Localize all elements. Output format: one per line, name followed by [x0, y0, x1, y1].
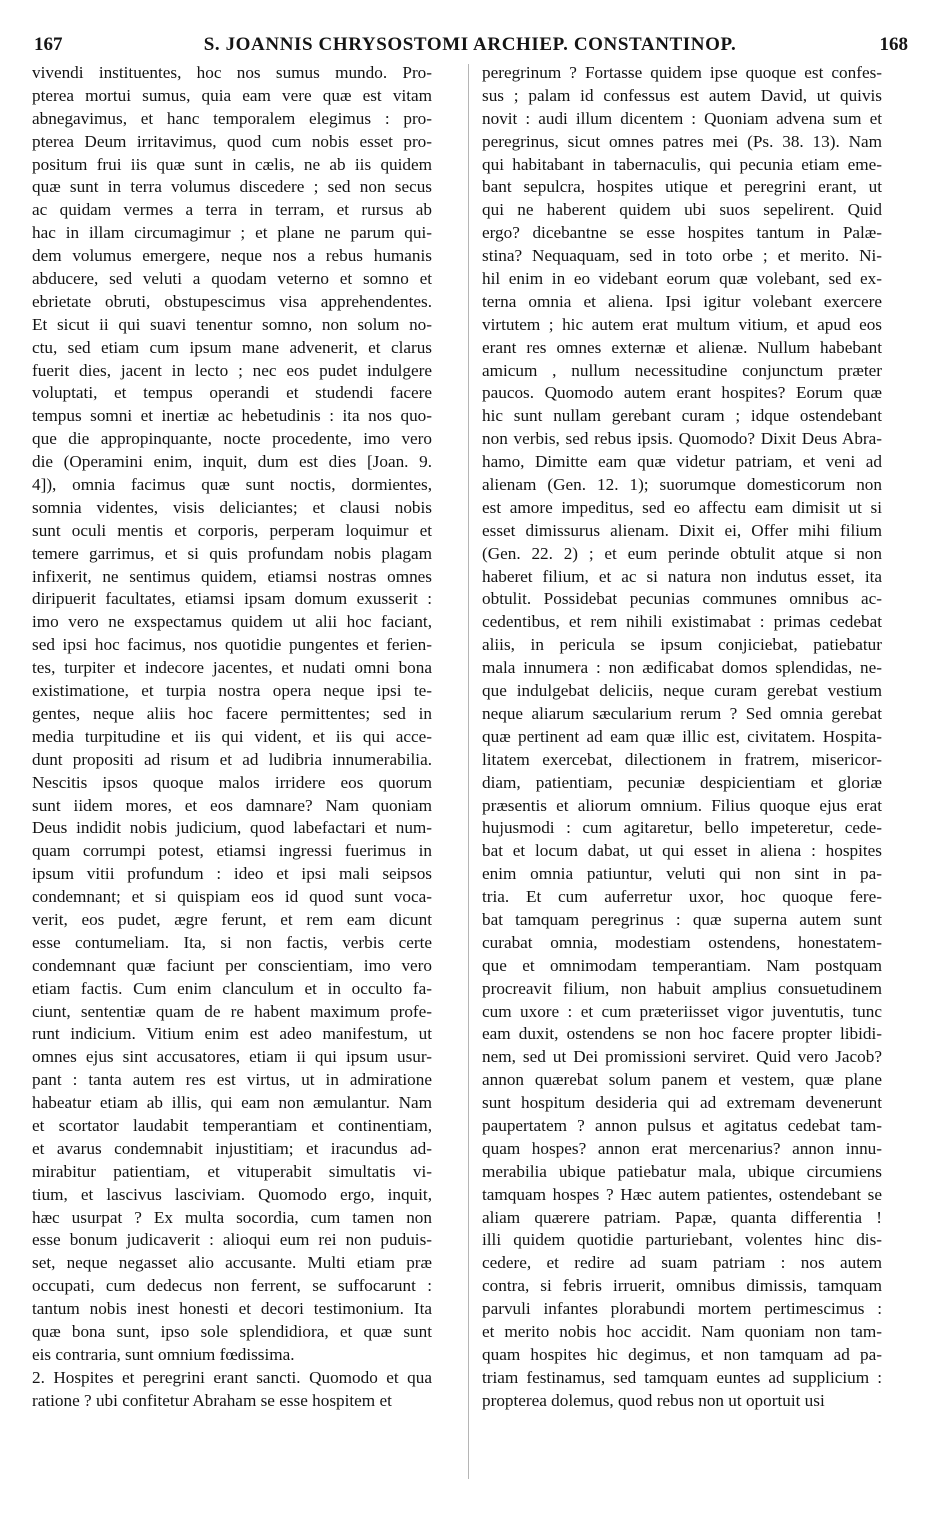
text-line: etiam factis. Cum enim clanculum et in occulto fa-: [32, 978, 432, 998]
text-line: Deus indidit nobis judicium, quod labefactari et num-: [32, 818, 432, 838]
text-line: ac quidam vermes a terra in terram, et rursus ab: [32, 200, 432, 220]
text-line: condemnant quæ faciunt per conscientiam, imo vero: [32, 955, 432, 975]
text-line: somnia videntes, visis deliciantes; et clausi nobis: [32, 497, 432, 517]
text-line: est amore impeditus, sed eo affectu eam dimisit ut si: [482, 497, 882, 517]
text-line: imo vero ne exspectamus quidem ut alii hoc faciant,: [32, 612, 432, 632]
text-line: set, neque negasset alio accusante. Multi etiam præ: [32, 1253, 432, 1273]
text-line: runt indicium. Vitium enim est adeo manifestum, ut: [32, 1024, 432, 1044]
text-line: annon quærebat solum panem et vestem, quæ plane: [482, 1070, 882, 1090]
text-line: esse contumeliam. Ita, si non factis, verbis certe: [32, 932, 432, 952]
text-line: peregrinus, sicut omnes patres mei (Ps. 38. 13). Nam: [482, 131, 882, 151]
text-line: quæ pertinent ad eam quæ illic est, civitatem. Hospita-: [482, 726, 882, 746]
text-line: quam corrumpi potest, etiamsi ingressi fuerimus in: [32, 841, 432, 861]
text-line: hamo, Dimitte eam quæ videtur patriam, et veni ad: [482, 452, 882, 472]
text-line: condemnant; et si quispiam eos id quod sunt voca-: [32, 887, 432, 907]
text-line: voluptati, et tempus operandi et studendi facere: [32, 383, 432, 403]
text-line: vivendi instituentes, hoc nos sumus mundo. Pro-: [32, 63, 432, 82]
text-line: procreavit filium, non habuit amplius consuetudinem: [482, 978, 882, 998]
text-line: mirabitur patientiam, et vituperabit simultatis vi-: [32, 1161, 432, 1181]
text-line: sunt hospitum desideria qui ad extremam devenerunt: [482, 1093, 882, 1113]
text-line: alienam (Gen. 12. 1); suorumque domesticorum non: [482, 475, 882, 495]
text-line: Et sicut ii qui suavi tenentur somno, non solum no-: [32, 314, 432, 334]
text-line: esset dimissurus alienam. Dixit ei, Offer mihi filium: [482, 520, 882, 540]
text-line: illi quidem quotidie parturiebant, volentes hinc dis-: [482, 1230, 882, 1250]
text-line: qui ne haberent quidem ubi suos sepelirent. Quid: [482, 200, 882, 220]
text-line: 4]), omnia facimus quæ sunt noctis, dormientes,: [32, 475, 432, 495]
text-line: sunt oculi mentis et corporis, perperam loquimur et: [32, 520, 432, 540]
text-line: fuerit dies, jacent in lecto ; nec eos pudet indulgere: [32, 360, 432, 380]
text-line: ergo? dicebantne se esse hospites tantum in Palæ-: [482, 223, 882, 243]
text-line: cum uxore : et cum præteriisset vigor juventutis, tunc: [482, 1001, 882, 1021]
text-line: pant : tanta autem res est virtus, ut in admiratione: [32, 1070, 432, 1090]
text-line: quam hospites hic degimus, et non tamquam ad pa-: [482, 1344, 882, 1364]
text-line: dem volumus emergere, neque nos a rebus humanis: [32, 246, 432, 266]
text-line: media turpitudine et iis qui vident, et iis qui acce-: [32, 726, 432, 746]
text-line: eis contraria, sunt omnium fœdissima.: [32, 1344, 295, 1364]
text-line: esse bonum judicaverit : alioqui eum rei non puduis-: [32, 1230, 432, 1250]
text-line: contra, si febris irruerit, omnibus dimissis, tamquam: [482, 1276, 882, 1296]
page-number-right: 168: [879, 34, 908, 55]
text-line: (Gen. 22. 2) ; et eum perinde obtulit atque si non: [482, 543, 882, 563]
running-title: S. JOANNIS CHRYSOSTOMI ARCHIEP. CONSTANTINOP.: [203, 34, 737, 55]
text-line: sunt iidem mores, et eos damnare? Nam quoniam: [32, 795, 432, 815]
text-line: peregrinum ? Fortasse quidem ipse quoque est confes-: [482, 63, 882, 82]
text-line: ctu, sed etiam cum ipsum mane advenerit, et clarus: [32, 337, 432, 357]
text-line: quæ sunt in terra volumus discedere ; sed non secus: [32, 177, 432, 197]
text-line: abducere, sed veluti a quodam veterno et somno et: [32, 269, 432, 289]
text-line: præsentis et aliorum omnium. Filius quoque ejus erat: [482, 795, 882, 815]
text-line: paupertatem ? annon pulsus et agitatus cedebat tam-: [482, 1115, 882, 1135]
text-line: quam hospes? annon erat mercenarius? annon innu-: [482, 1138, 882, 1158]
text-line: occupati, cum dedecus non ferrent, se suffocarunt :: [32, 1276, 432, 1296]
text-line: hil enim in eo videbant eorum quæ volebant, sed ex-: [482, 269, 882, 289]
text-line: curabat omnia, modestiam ostendens, honestatem-: [482, 932, 882, 952]
text-line: terna omnia et aliena. Ipsi igitur volebant exercere: [482, 291, 882, 311]
text-line: ipsum vitii profundum : ideo et ipsi mali seipsos: [32, 864, 432, 884]
text-line: 2. Hospites et peregrini erant sancti. Quomodo et qua: [32, 1367, 432, 1387]
text-line: et merito nobis hoc accidit. Nam quoniam non tam-: [482, 1321, 882, 1341]
text-line: litatem exercebat, dilectionem in fratrem, misericor-: [482, 749, 882, 769]
text-line: infixerit, ne sentimus quidem, etiamsi nostras omnes: [32, 566, 432, 586]
text-line: diam, patientiam, pecuniæ despicientiam et gloriæ: [482, 772, 882, 792]
text-line: aliis, in pericula se ipsum conjiciebat, patiebatur: [482, 635, 882, 655]
right-column: [482, 62, 882, 1413]
text-line: non verbis, sed rebus ipsis. Quomodo? Dixit Deus Abra-: [482, 429, 882, 449]
text-line: neque aliarum sæcularium rerum ? Sed omnia gerebat: [482, 703, 882, 723]
text-line: triam festinamus, sed tamquam euntes ad supplicium :: [482, 1367, 882, 1387]
text-line: sus ; palam id confessus est autem David, ut quivis: [482, 85, 882, 105]
text-line: hac in illam circumagimur ; et plane ne parum qui-: [32, 223, 432, 243]
text-line: propterea dolemus, quod rebus non ut oportuit usi: [482, 1390, 825, 1410]
text-line: omnes ejus sint accusatores, etiam ii qui ipsum usur-: [32, 1047, 432, 1067]
text-line: tamquam hospes ? Hæc autem patientes, ostendebant se: [482, 1184, 882, 1204]
text-line: tes, turpiter et indecore jacentes, et nudati omni bona: [32, 658, 432, 678]
column-divider: [468, 64, 469, 1479]
text-line: novit : audi illum dicentem : Quoniam advena sum et: [482, 108, 882, 128]
text-line: aliam quærere patriam. Papæ, quanta differentia !: [482, 1207, 882, 1227]
text-line: tium, et lascivus lasciviam. Quomodo ergo, inquit,: [32, 1184, 432, 1204]
text-line: virtutem ; hic autem erat multum vitium, et apud eos: [482, 314, 882, 334]
page-header: [30, 34, 910, 60]
text-line: cedere, et redire ad suam patriam : nos autem: [482, 1253, 882, 1273]
text-line: habeatur etiam ab illis, qui eam non æmulantur. Nam: [32, 1093, 432, 1113]
text-line: et scortator laudabit temperantiam et continentiam,: [32, 1115, 432, 1135]
text-line: ciunt, sententiæ quam de re habent maximum profe-: [32, 1001, 432, 1021]
text-line: hæc usurpat ? Ex multa socordia, cum tamen non: [32, 1207, 432, 1227]
text-line: haberet filium, et ac si natura non indutus esset, ita: [482, 566, 882, 586]
text-line: mala innumera : non ædificabat domos splendidas, ne-: [482, 658, 882, 678]
text-line: merabilia ubique patiebatur mala, ubique circumiens: [482, 1161, 882, 1181]
text-line: erant res omnes externæ et alienæ. Nullum habebant: [482, 337, 882, 357]
text-line: bat tamquam peregrinus : quæ superna autem sunt: [482, 909, 882, 929]
page-number-left: 167: [34, 34, 63, 55]
text-line: quæ bona sunt, ipso sole splendidiora, et quæ sunt: [32, 1321, 432, 1341]
text-line: et avarus condemnabit injustitiam; et iracundus ad-: [32, 1138, 432, 1158]
text-line: ebrietate obruti, obstupescimus visa apprehendentes.: [32, 291, 432, 311]
text-line: diripuerit facultates, etiamsi ipsam domum exusserit :: [32, 589, 432, 609]
text-line: bant sepulcra, hospites utique et peregrini erant, ut: [482, 177, 882, 197]
text-line: temere garrimus, et si quis profundam nobis plagam: [32, 543, 432, 563]
text-line: die (Operamini enim, inquit, dum est dies [Joan. 9.: [32, 452, 432, 472]
text-line: abnegavimus, et hanc temporalem elegimus : pro-: [32, 108, 432, 128]
text-line: enim omnia patiuntur, veluti qui non sint in pa-: [482, 864, 882, 884]
text-line: gentes, neque aliis hoc facere permittentes; sed in: [32, 703, 432, 723]
text-line: hic sunt nullam gerebant curam ; idque ostendebant: [482, 406, 882, 426]
text-line: stina? Nequaquam, sed in toto orbe ; et merito. Ni-: [482, 246, 882, 266]
text-line: paucos. Quomodo autem erant hospites? Eorum quæ: [482, 383, 882, 403]
text-line: tantum nobis inest honesti et decori testimonium. Ita: [32, 1299, 432, 1319]
text-line: tria. Et cum auferretur uxor, hoc quoque fere-: [482, 887, 882, 907]
text-line: pterea Deum irritavimus, quod cum nobis esset pro-: [32, 131, 432, 151]
text-line: Nescitis ipsos quoque malos irridere eos quorum: [32, 772, 432, 792]
text-line: ratione ? ubi confitetur Abraham se esse hospitem et: [32, 1390, 392, 1410]
text-line: hujusmodi : cum agitaretur, bello impeteretur, cede-: [482, 818, 882, 838]
text-line: sed ipsi hoc facimus, nos quotidie pungentes et ferien-: [32, 635, 432, 655]
left-column: [32, 62, 432, 1413]
text-line: que die appropinquante, nocte procedente, imo vero: [32, 429, 432, 449]
text-line: bat et locum dabat, ut qui esset in aliena : hospites: [482, 841, 882, 861]
text-line: que indulgebat deliciis, neque curam gerebat vestium: [482, 681, 882, 701]
text-line: tempus somni et inertiæ ac hebetudinis : ita nos quo-: [32, 406, 432, 426]
text-line: que et omnimodam temperantiam. Nam postquam: [482, 955, 882, 975]
text-line: nem, sed ut Dei promissioni serviret. Quid vero Jacob?: [482, 1047, 882, 1067]
text-line: qui habitabant in tabernaculis, qui pecunia etiam eme-: [482, 154, 882, 174]
text-line: parvuli infantes plorabundi mortem pertimescimus :: [482, 1299, 882, 1319]
text-line: pterea mortui sumus, quia eam vere quæ est vitam: [32, 85, 432, 105]
text-line: dunt propositi ad risum et ad ludibria innumerabilia.: [32, 749, 432, 769]
text-line: verit, eos pudet, ægre ferunt, et rem eam dicunt: [32, 909, 432, 929]
text-line: amicum , nullum necessitudine conjunctum præter: [482, 360, 882, 380]
text-line: positum frui iis quæ sunt in cælis, ne ab iis quidem: [32, 154, 432, 174]
text-line: cedentibus, et rem nihili existimabat : primas cedebat: [482, 612, 882, 632]
text-line: eam duxit, ostendens se non hoc facere propter libidi-: [482, 1024, 882, 1044]
text-line: existimatione, et turpia nostra opera neque ipsi te-: [32, 681, 432, 701]
text-line: obtulit. Possidebat pecunias communes omnibus ac-: [482, 589, 882, 609]
